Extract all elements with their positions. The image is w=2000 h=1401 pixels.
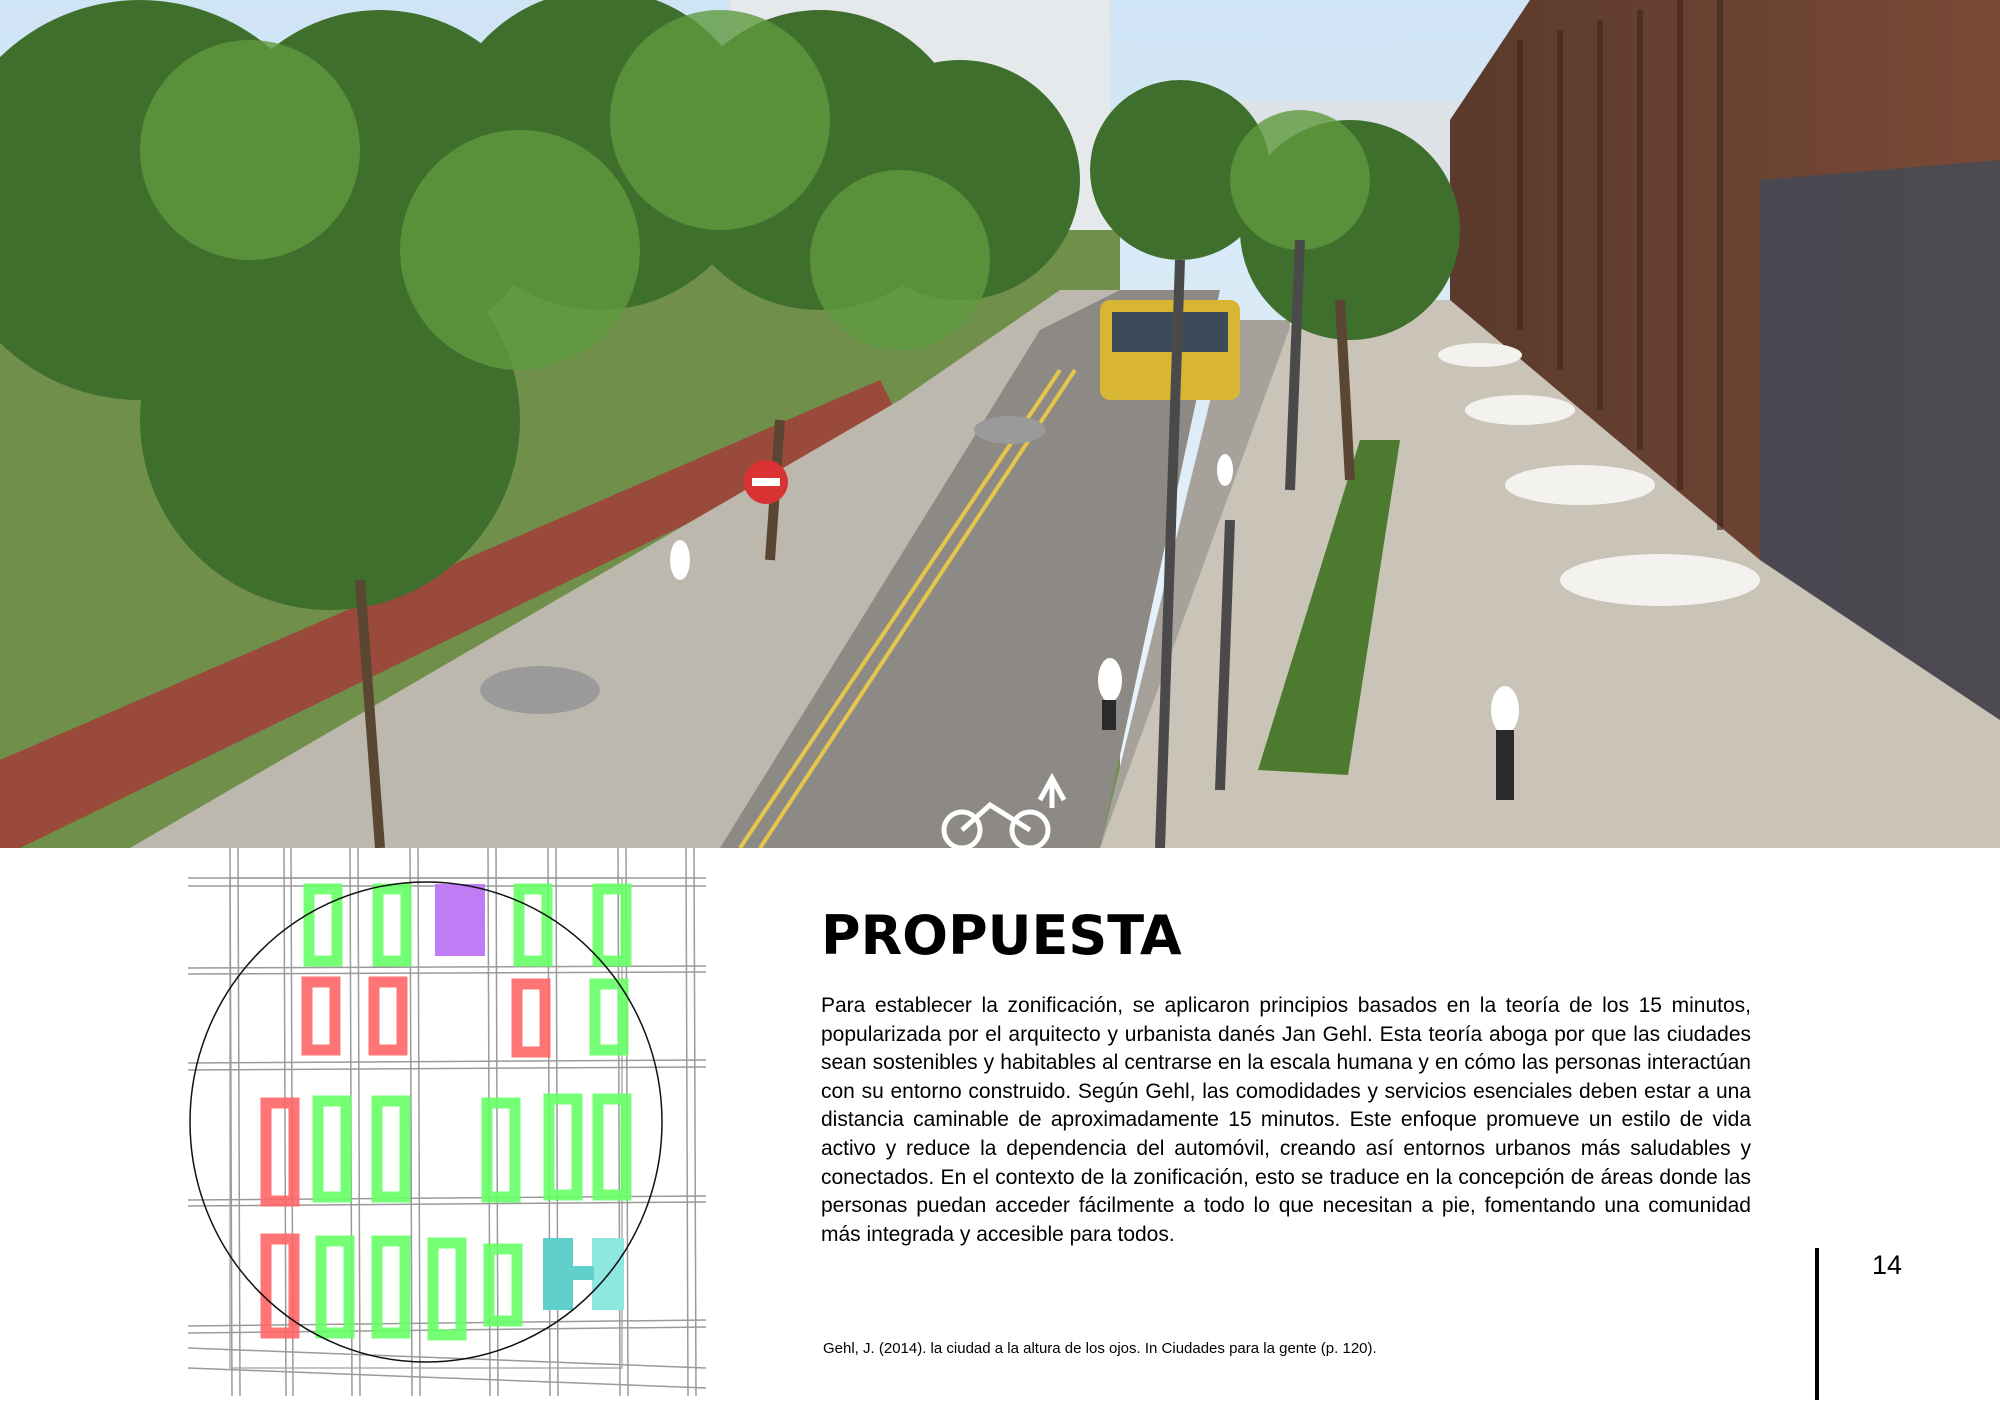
page-number-divider	[1815, 1248, 1819, 1400]
body-paragraph: Para establecer la zonificación, se aplicaron principios basados en la teoría de los 15 minutos, popularizada por el arquitecto y urbanista danés Jan Gehl. Esta teoría aboga por que las ciudades sean sostenibles y habitables al centrarse en la escala humana y en cómo las personas interactúan con su entorno construido. Según Gehl, las comodidades y servicios esenciales deben estar a una distancia caminable de aproximadamente 15 minutos. Este enfoque promueve un estilo de vida activo y reduce la dependencia del automóvil, creando así entornos urbanos más saludables y conectados. En el contexto de la zonificación, esto se traduce en la concepción de áreas donde las personas puedan acceder fácilmente a todo lo que necesitan a pie, fomentando una comunidad más integrada y accesible para todos.	[821, 994, 1751, 1246]
zoning-map-diagram	[188, 848, 706, 1396]
page-title: PROPUESTA	[821, 904, 1182, 967]
reference-citation: Gehl, J. (2014). la ciudad a la altura de los ojos. In Ciudades para la gente (p. 120).	[823, 1340, 1377, 1357]
zoning-map	[188, 848, 706, 1396]
page-number: 14	[1872, 1250, 1903, 1280]
